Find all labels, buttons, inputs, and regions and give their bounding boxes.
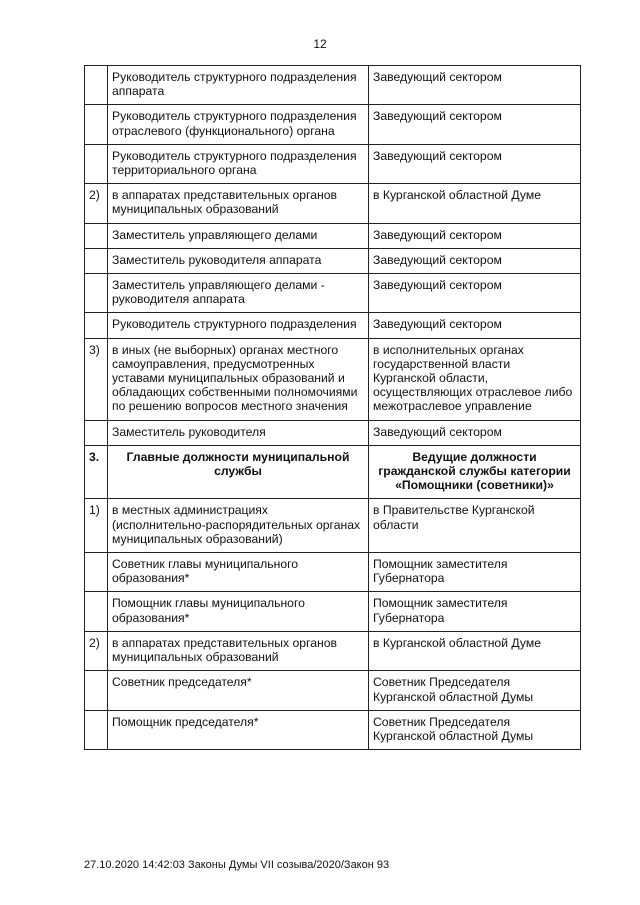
municipal-position-cell: Руководитель структурного подразделения xyxy=(108,313,369,338)
table-row xyxy=(85,499,581,553)
row-number xyxy=(85,274,108,313)
table-row xyxy=(85,105,581,144)
civil-service-position-cell: в Правительстве Курганской области xyxy=(369,499,581,553)
civil-service-position-cell: Ведущие должности гражданской службы категории «Помощники (советники)» xyxy=(369,445,581,499)
municipal-position-cell: Главные должности муниципальной службы xyxy=(108,445,369,499)
row-number xyxy=(85,420,108,445)
civil-service-position-cell: Заведующий сектором xyxy=(369,274,581,313)
civil-service-position-cell: Заведующий сектором xyxy=(369,248,581,273)
table-row xyxy=(85,184,581,223)
row-number: 2) xyxy=(85,631,108,670)
municipal-position-cell: Заместитель управляющего делами - руководителя аппарата xyxy=(108,274,369,313)
row-number xyxy=(85,710,108,749)
municipal-position-cell: Заместитель руководителя аппарата xyxy=(108,248,369,273)
municipal-position-cell: Руководитель структурного подразделения территориального органа xyxy=(108,144,369,183)
row-number xyxy=(85,105,108,144)
table-row xyxy=(85,631,581,670)
table-row xyxy=(85,592,581,631)
civil-service-position-cell: Помощник заместителя Губернатора xyxy=(369,553,581,592)
civil-service-position-cell: Заведующий сектором xyxy=(369,144,581,183)
table-row xyxy=(85,313,581,338)
municipal-position-cell: Руководитель структурного подразделения отраслевого (функционального) органа xyxy=(108,105,369,144)
table-row xyxy=(85,274,581,313)
municipal-position-cell: в аппаратах представительных органов муниципальных образований xyxy=(108,184,369,223)
municipal-position-cell: Помощник главы муниципального образования* xyxy=(108,592,369,631)
row-number xyxy=(85,66,108,105)
table-row xyxy=(85,338,581,420)
civil-service-position-cell: Советник Председателя Курганской областной Думы xyxy=(369,671,581,710)
row-number xyxy=(85,313,108,338)
positions-table xyxy=(84,65,581,750)
row-number: 3. xyxy=(85,445,108,499)
page-number: 12 xyxy=(313,37,327,51)
civil-service-position-cell: Советник Председателя Курганской областной Думы xyxy=(369,710,581,749)
row-number xyxy=(85,248,108,273)
civil-service-position-cell: Помощник заместителя Губернатора xyxy=(369,592,581,631)
municipal-position-cell: Заместитель управляющего делами xyxy=(108,223,369,248)
positions-table-body xyxy=(85,66,581,750)
municipal-position-cell: Советник главы муниципального образования* xyxy=(108,553,369,592)
civil-service-position-cell: в исполнительных органах государственной власти Курганской области, осуществляющих отраслевое либо межотраслевое управление xyxy=(369,338,581,420)
row-number xyxy=(85,144,108,183)
table-row xyxy=(85,144,581,183)
civil-service-position-cell: Заведующий сектором xyxy=(369,105,581,144)
footer-text: 27.10.2020 14:42:03 Законы Думы VII созыва/2020/Закон 93 xyxy=(84,859,390,871)
table-row xyxy=(85,420,581,445)
municipal-position-cell: в аппаратах представительных органов муниципальных образований xyxy=(108,631,369,670)
municipal-position-cell: Советник председателя* xyxy=(108,671,369,710)
municipal-position-cell: Помощник председателя* xyxy=(108,710,369,749)
table-row xyxy=(85,553,581,592)
civil-service-position-cell: Заведующий сектором xyxy=(369,66,581,105)
row-number xyxy=(85,671,108,710)
civil-service-position-cell: Заведующий сектором xyxy=(369,223,581,248)
municipal-position-cell: в иных (не выборных) органах местного самоуправления, предусмотренных уставами муниципальных образований и обладающих собственными полномочиями по решению вопросов местного значения xyxy=(108,338,369,420)
row-number xyxy=(85,553,108,592)
municipal-position-cell: в местных администрациях (исполнительно-распорядительных органах муниципальных образований) xyxy=(108,499,369,553)
table-row xyxy=(85,223,581,248)
table-row xyxy=(85,248,581,273)
table-row xyxy=(85,671,581,710)
table-row xyxy=(85,445,581,499)
row-number xyxy=(85,223,108,248)
civil-service-position-cell: Заведующий сектором xyxy=(369,420,581,445)
municipal-position-cell: Заместитель руководителя xyxy=(108,420,369,445)
row-number: 3) xyxy=(85,338,108,420)
table-row xyxy=(85,66,581,105)
row-number xyxy=(85,592,108,631)
civil-service-position-cell: Заведующий сектором xyxy=(369,313,581,338)
row-number: 1) xyxy=(85,499,108,553)
table-row xyxy=(85,710,581,749)
row-number: 2) xyxy=(85,184,108,223)
civil-service-position-cell: в Курганской областной Думе xyxy=(369,631,581,670)
civil-service-position-cell: в Курганской областной Думе xyxy=(369,184,581,223)
municipal-position-cell: Руководитель структурного подразделения аппарата xyxy=(108,66,369,105)
